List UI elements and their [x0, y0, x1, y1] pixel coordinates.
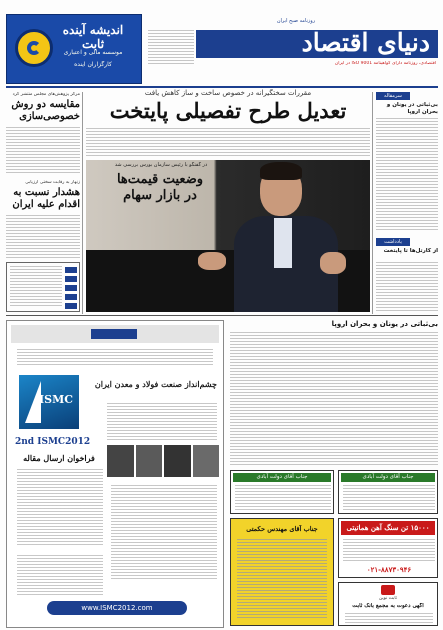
main-kicker: مقررات سختگیرانه در خصوص ساخت و ساز کاهش یافت — [144, 89, 312, 97]
photo-caption-line1: وضعیت قیمت‌ها — [116, 172, 204, 187]
right-headline-1[interactable]: بی‌ثباتی در یونان و بحران اروپا — [386, 102, 438, 115]
left-article-1-text — [6, 127, 80, 175]
left-headline-1b: خصوصی‌سازی — [19, 111, 80, 122]
top-ad-title: اندیشه آینده ثابت — [62, 23, 124, 51]
top-ad-banner[interactable] — [6, 14, 142, 84]
condolence-ad-2-title: جناب آقای دولت آبادی — [341, 473, 435, 482]
photo-caption-line2: در بازار سهام — [123, 188, 197, 203]
condolence-ad-1[interactable] — [230, 470, 334, 514]
photo-person-hair — [260, 162, 302, 180]
right-label-2: یادداشت — [376, 238, 410, 246]
ismc-ad[interactable] — [6, 320, 224, 628]
left-kicker-2: زنهار به رقابت سختی ارزیابی — [25, 180, 80, 185]
congrats-ad-title: جناب آقای مهندس حکمتی — [246, 525, 318, 533]
main-headline[interactable]: تعدیل طرح تفصیلی پایتخت — [109, 98, 347, 123]
left-headline-2b: اقدام علیه ایران — [12, 199, 80, 210]
photo-kicker: در گفتگو با رئیس سازمان بورس بررسی شد — [114, 162, 208, 168]
iron-ore-ad[interactable] — [338, 518, 438, 578]
ismc-event: 2nd ISMC2012 — [15, 437, 91, 447]
photo-person-shirt — [274, 218, 292, 268]
right-label-1: سرمقاله — [376, 92, 410, 100]
right-headline-2[interactable]: از کارتل‌ها تا پایتخت — [383, 248, 438, 254]
masthead-subline: اقتصادی، روزنامه دارای گواهینامه ISO 9001 در ایران — [334, 61, 436, 66]
top-ad-subtitle: موسسه مالی و اعتباری — [63, 49, 123, 56]
bank-logo-icon — [381, 585, 395, 595]
ismc-conf-title: چشم‌انداز صنعت فولاد و معدن ایران — [94, 379, 217, 389]
photo-person-hand-right — [320, 252, 346, 274]
top-ad-sub2: کارگزاران آینده — [74, 61, 112, 68]
right-article-1-text — [376, 118, 438, 232]
iron-ore-ad-phone: ۰۲۱-۸۸۷۳۰۹۴۶ — [366, 565, 412, 574]
lower-right-headline[interactable]: بی‌ثباتی در یونان و بحران اروپا — [331, 320, 438, 328]
main-photo[interactable] — [86, 160, 370, 312]
ismc-logo — [19, 375, 79, 429]
lower-right-article-text — [230, 332, 438, 466]
right-article-2-text — [376, 262, 438, 312]
left-article-2-text — [6, 215, 80, 259]
congrats-ad[interactable] — [230, 518, 334, 626]
bank-meeting-ad[interactable] — [338, 582, 438, 626]
bank-meeting-sub: ثابت نوین — [379, 596, 397, 601]
condolence-ad-1-title: جناب آقای دولت آبادی — [233, 473, 331, 482]
left-headline-1a: مقایسه دو روش — [11, 99, 80, 110]
ismc-photo-strip — [107, 445, 219, 477]
ismc-brand: ISMC — [39, 393, 74, 406]
main-article-text — [86, 128, 370, 158]
bank-meeting-title: آگهی دعوت به مجمع بانک ثابت — [352, 603, 424, 609]
ismc-website[interactable]: www.ISMC2012.com — [47, 601, 187, 615]
masthead-info-column — [148, 30, 194, 64]
left-headline-2a: هشدار نسبت به — [13, 187, 80, 198]
condolence-ad-2[interactable] — [338, 470, 438, 514]
ismc-top-bar — [11, 325, 219, 343]
left-kicker-1: مرکز پژوهش‌های مجلس منتشر کرد — [12, 92, 80, 97]
ismc-call: فراخوان ارسال مقاله — [23, 453, 95, 463]
masthead-tagline: روزنامه صبح ایران — [276, 18, 316, 24]
iron-ore-ad-price: ۱۵۰۰۰ تن سنگ آهن هماتیتی — [341, 521, 435, 535]
top-ad-logo-icon — [15, 29, 53, 67]
masthead-logo-text: دنیای اقتصاد — [301, 28, 430, 57]
photo-person-hand-left — [198, 252, 226, 270]
left-index-box — [6, 262, 80, 312]
masthead-logo — [196, 14, 438, 74]
